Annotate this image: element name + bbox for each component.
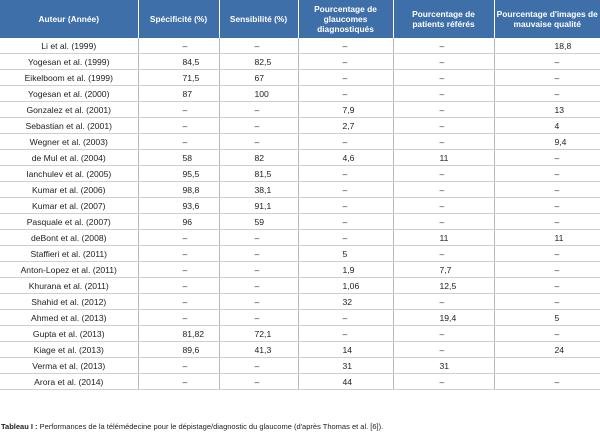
- cell-referred-pct: –: [393, 102, 494, 118]
- cell-referred-pct: –: [393, 134, 494, 150]
- cell-author: Gupta et al. (2013): [0, 326, 138, 342]
- cell-specificity: 89,6: [138, 342, 219, 358]
- cell-poor-quality-pct: 24: [494, 342, 600, 358]
- cell-author: Pasquale et al. (2007): [0, 214, 138, 230]
- cell-referred-pct: –: [393, 182, 494, 198]
- cell-referred-pct: –: [393, 326, 494, 342]
- cell-referred-pct: –: [393, 38, 494, 54]
- cell-sensitivity: 82: [219, 150, 298, 166]
- cell-poor-quality-pct: –: [494, 326, 600, 342]
- cell-glaucoma-pct: 2,7: [298, 118, 393, 134]
- cell-specificity: –: [138, 374, 219, 390]
- cell-referred-pct: –: [393, 70, 494, 86]
- caption-text: Performances de la télémédecine pour le dépistage/diagnostic du glaucome (d'après Thomas et al. [6]).: [37, 422, 384, 431]
- cell-poor-quality-pct: –: [494, 246, 600, 262]
- cell-referred-pct: –: [393, 166, 494, 182]
- cell-specificity: –: [138, 358, 219, 374]
- cell-author: Ahmed et al. (2013): [0, 310, 138, 326]
- cell-poor-quality-pct: –: [494, 166, 600, 182]
- cell-specificity: 96: [138, 214, 219, 230]
- cell-poor-quality-pct: –: [494, 54, 600, 70]
- cell-glaucoma-pct: 1,9: [298, 262, 393, 278]
- cell-sensitivity: 67: [219, 70, 298, 86]
- cell-specificity: 87: [138, 86, 219, 102]
- cell-referred-pct: –: [393, 246, 494, 262]
- cell-referred-pct: 11: [393, 150, 494, 166]
- cell-sensitivity: –: [219, 102, 298, 118]
- cell-sensitivity: –: [219, 278, 298, 294]
- table-row: [0, 358, 600, 374]
- cell-specificity: 98,8: [138, 182, 219, 198]
- caption-label: Tableau I :: [1, 422, 38, 431]
- table-row: [0, 326, 600, 342]
- table-body: [0, 38, 600, 390]
- cell-glaucoma-pct: 4,6: [298, 150, 393, 166]
- cell-poor-quality-pct: –: [494, 86, 600, 102]
- header-author: Auteur (Année): [0, 0, 138, 38]
- cell-specificity: –: [138, 38, 219, 54]
- cell-glaucoma-pct: 32: [298, 294, 393, 310]
- cell-referred-pct: 31: [393, 358, 494, 374]
- cell-author: deBont et al. (2008): [0, 230, 138, 246]
- cell-glaucoma-pct: 14: [298, 342, 393, 358]
- cell-glaucoma-pct: 44: [298, 374, 393, 390]
- cell-glaucoma-pct: 5: [298, 246, 393, 262]
- cell-glaucoma-pct: –: [298, 54, 393, 70]
- header-poor-quality-pct: Pourcentage d'images de mauvaise qualité: [494, 0, 600, 38]
- cell-glaucoma-pct: –: [298, 326, 393, 342]
- table-row: [0, 310, 600, 326]
- table-row: [0, 182, 600, 198]
- cell-specificity: –: [138, 278, 219, 294]
- cell-author: Kumar et al. (2007): [0, 198, 138, 214]
- cell-specificity: –: [138, 102, 219, 118]
- table-row: [0, 262, 600, 278]
- cell-glaucoma-pct: –: [298, 38, 393, 54]
- cell-specificity: –: [138, 310, 219, 326]
- cell-poor-quality-pct: –: [494, 214, 600, 230]
- cell-poor-quality-pct: 11: [494, 230, 600, 246]
- cell-sensitivity: –: [219, 374, 298, 390]
- cell-glaucoma-pct: –: [298, 230, 393, 246]
- cell-sensitivity: 100: [219, 86, 298, 102]
- cell-author: Arora et al. (2014): [0, 374, 138, 390]
- cell-specificity: –: [138, 134, 219, 150]
- table-header: [0, 0, 600, 38]
- table-row: [0, 230, 600, 246]
- cell-referred-pct: –: [393, 86, 494, 102]
- header-sensitivity: Sensibilité (%): [219, 0, 298, 38]
- cell-author: Khurana et al. (2011): [0, 278, 138, 294]
- cell-referred-pct: 19,4: [393, 310, 494, 326]
- cell-referred-pct: –: [393, 374, 494, 390]
- cell-referred-pct: –: [393, 118, 494, 134]
- cell-author: Ianchulev et al. (2005): [0, 166, 138, 182]
- cell-glaucoma-pct: –: [298, 70, 393, 86]
- cell-sensitivity: 82,5: [219, 54, 298, 70]
- table-row: [0, 166, 600, 182]
- table-row: [0, 54, 600, 70]
- cell-specificity: –: [138, 230, 219, 246]
- header-glaucoma-pct: Pourcentage de glaucomes diagnostiqués: [298, 0, 393, 38]
- cell-glaucoma-pct: –: [298, 182, 393, 198]
- cell-poor-quality-pct: 13: [494, 102, 600, 118]
- cell-sensitivity: 72,1: [219, 326, 298, 342]
- cell-referred-pct: 11: [393, 230, 494, 246]
- cell-poor-quality-pct: –: [494, 198, 600, 214]
- cell-referred-pct: –: [393, 294, 494, 310]
- cell-poor-quality-pct: 9,4: [494, 134, 600, 150]
- cell-sensitivity: 38,1: [219, 182, 298, 198]
- cell-referred-pct: –: [393, 214, 494, 230]
- cell-sensitivity: –: [219, 246, 298, 262]
- table-caption: [1, 422, 383, 431]
- cell-poor-quality-pct: –: [494, 278, 600, 294]
- cell-author: Yogesan et al. (1999): [0, 54, 138, 70]
- cell-poor-quality-pct: 4: [494, 118, 600, 134]
- cell-poor-quality-pct: 18,8: [494, 38, 600, 54]
- table-row: [0, 214, 600, 230]
- cell-referred-pct: 12,5: [393, 278, 494, 294]
- cell-glaucoma-pct: –: [298, 198, 393, 214]
- cell-sensitivity: 41,3: [219, 342, 298, 358]
- table-row: [0, 118, 600, 134]
- cell-poor-quality-pct: –: [494, 70, 600, 86]
- cell-sensitivity: –: [219, 230, 298, 246]
- table-row: [0, 342, 600, 358]
- cell-referred-pct: –: [393, 198, 494, 214]
- cell-sensitivity: 59: [219, 214, 298, 230]
- header-specificity: Spécificité (%): [138, 0, 219, 38]
- cell-author: Kumar et al. (2006): [0, 182, 138, 198]
- cell-poor-quality-pct: –: [494, 150, 600, 166]
- cell-author: Gonzalez et al. (2001): [0, 102, 138, 118]
- cell-poor-quality-pct: –: [494, 294, 600, 310]
- cell-glaucoma-pct: –: [298, 310, 393, 326]
- cell-sensitivity: 81,5: [219, 166, 298, 182]
- cell-glaucoma-pct: 31: [298, 358, 393, 374]
- cell-author: de Mul et al. (2004): [0, 150, 138, 166]
- header-referred-pct: Pourcentage de patients référés: [393, 0, 494, 38]
- table-row: [0, 294, 600, 310]
- table-row: [0, 38, 600, 54]
- table-row: [0, 86, 600, 102]
- cell-glaucoma-pct: –: [298, 214, 393, 230]
- cell-glaucoma-pct: –: [298, 86, 393, 102]
- cell-sensitivity: 91,1: [219, 198, 298, 214]
- cell-glaucoma-pct: 1,06: [298, 278, 393, 294]
- cell-poor-quality-pct: –: [494, 374, 600, 390]
- cell-author: Anton-Lopez et al. (2011): [0, 262, 138, 278]
- cell-author: Kiage et al. (2013): [0, 342, 138, 358]
- cell-poor-quality-pct: –: [494, 182, 600, 198]
- cell-specificity: –: [138, 118, 219, 134]
- cell-sensitivity: –: [219, 38, 298, 54]
- cell-specificity: 81,82: [138, 326, 219, 342]
- cell-poor-quality-pct: 5: [494, 310, 600, 326]
- cell-sensitivity: –: [219, 310, 298, 326]
- cell-sensitivity: –: [219, 134, 298, 150]
- cell-sensitivity: –: [219, 358, 298, 374]
- cell-specificity: –: [138, 294, 219, 310]
- cell-author: Li et al. (1999): [0, 38, 138, 54]
- table-row: [0, 246, 600, 262]
- cell-specificity: 93,6: [138, 198, 219, 214]
- cell-referred-pct: –: [393, 54, 494, 70]
- cell-author: Shahid et al. (2012): [0, 294, 138, 310]
- table-row: [0, 134, 600, 150]
- cell-specificity: 95,5: [138, 166, 219, 182]
- cell-specificity: 84,5: [138, 54, 219, 70]
- cell-author: Staffieri et al. (2011): [0, 246, 138, 262]
- cell-glaucoma-pct: –: [298, 134, 393, 150]
- table-row: [0, 102, 600, 118]
- cell-author: Wegner et al. (2003): [0, 134, 138, 150]
- table-row: [0, 70, 600, 86]
- cell-sensitivity: –: [219, 294, 298, 310]
- cell-specificity: 58: [138, 150, 219, 166]
- cell-glaucoma-pct: –: [298, 166, 393, 182]
- cell-referred-pct: –: [393, 342, 494, 358]
- cell-sensitivity: –: [219, 118, 298, 134]
- table-row: [0, 150, 600, 166]
- cell-specificity: –: [138, 246, 219, 262]
- cell-author: Sebastian et al. (2001): [0, 118, 138, 134]
- cell-poor-quality-pct: [494, 358, 600, 374]
- cell-referred-pct: 7,7: [393, 262, 494, 278]
- cell-specificity: 71,5: [138, 70, 219, 86]
- cell-glaucoma-pct: 7,9: [298, 102, 393, 118]
- cell-author: Yogesan et al. (2000): [0, 86, 138, 102]
- table-row: [0, 278, 600, 294]
- table-row: [0, 198, 600, 214]
- cell-author: Verma et al. (2013): [0, 358, 138, 374]
- cell-author: Eikelboom et al. (1999): [0, 70, 138, 86]
- table-row: [0, 374, 600, 390]
- cell-poor-quality-pct: –: [494, 262, 600, 278]
- cell-sensitivity: –: [219, 262, 298, 278]
- cell-specificity: –: [138, 262, 219, 278]
